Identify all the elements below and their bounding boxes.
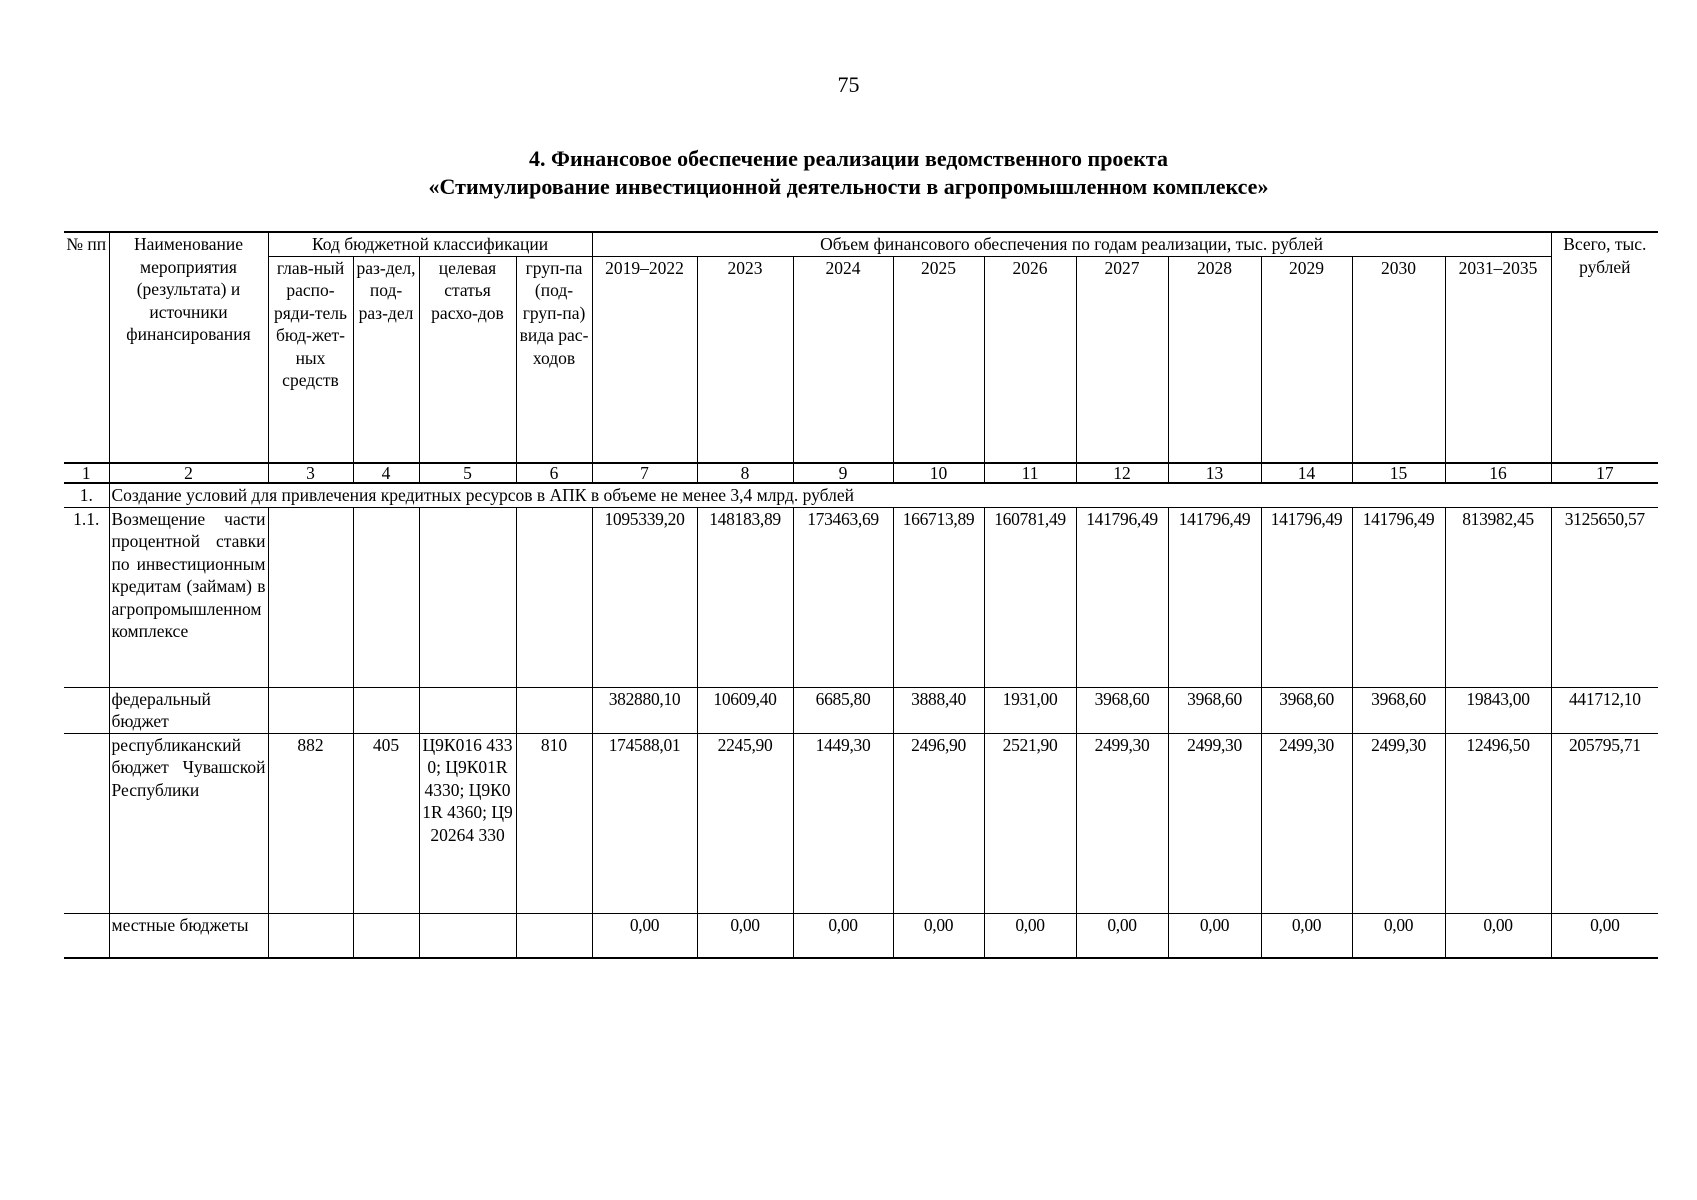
row-code-expense-group bbox=[516, 507, 592, 687]
column-numbers-row bbox=[64, 463, 1658, 483]
column-number: 6 bbox=[516, 463, 592, 483]
row-no bbox=[64, 687, 109, 733]
header-no: № пп bbox=[64, 232, 109, 463]
row-value: 3968,60 bbox=[1352, 687, 1445, 733]
header-code-target-article: целевая статья расхо-дов bbox=[419, 256, 516, 463]
column-number: 13 bbox=[1168, 463, 1261, 483]
column-number: 4 bbox=[353, 463, 419, 483]
header-row-1 bbox=[64, 232, 1658, 256]
row-value: 0,00 bbox=[1168, 913, 1261, 958]
row-total: 3125650,57 bbox=[1551, 507, 1658, 687]
row-code-chief-administrator bbox=[268, 913, 353, 958]
header-row-2 bbox=[64, 256, 1658, 463]
row-value: 0,00 bbox=[1445, 913, 1551, 958]
row-code-section bbox=[353, 687, 419, 733]
row-value: 2499,30 bbox=[1352, 733, 1445, 913]
header-year: 2023 bbox=[697, 256, 793, 463]
row-value: 10609,40 bbox=[697, 687, 793, 733]
row-value: 2496,90 bbox=[893, 733, 984, 913]
financing-table bbox=[64, 231, 1658, 959]
column-number: 5 bbox=[419, 463, 516, 483]
section-no: 1. bbox=[64, 483, 109, 507]
row-code-target-article bbox=[419, 913, 516, 958]
row-value: 2521,90 bbox=[984, 733, 1076, 913]
row-name: республиканский бюджет Чувашской Республики bbox=[109, 733, 268, 913]
row-value: 3968,60 bbox=[1168, 687, 1261, 733]
row-value: 1931,00 bbox=[984, 687, 1076, 733]
header-name: Наименование мероприятия (результата) и источники финансирования bbox=[109, 232, 268, 463]
row-total: 441712,10 bbox=[1551, 687, 1658, 733]
column-number: 9 bbox=[793, 463, 893, 483]
row-value: 174588,01 bbox=[592, 733, 697, 913]
column-number: 2 bbox=[109, 463, 268, 483]
section-text: Создание условий для привлечения кредитных ресурсов в АПК в объеме не менее 3,4 млрд. рублей bbox=[109, 483, 1658, 507]
section-row bbox=[64, 483, 1658, 507]
row-value: 2499,30 bbox=[1076, 733, 1168, 913]
header-year: 2030 bbox=[1352, 256, 1445, 463]
row-code-section bbox=[353, 507, 419, 687]
header-year: 2031–2035 bbox=[1445, 256, 1551, 463]
row-code-target-article bbox=[419, 687, 516, 733]
row-value: 141796,49 bbox=[1168, 507, 1261, 687]
table-row bbox=[64, 913, 1658, 958]
table-row bbox=[64, 507, 1658, 687]
column-number: 3 bbox=[268, 463, 353, 483]
row-code-target-article: Ц9К016 4330; Ц9К01R 4330; Ц9К01R 4360; Ц920264 330 bbox=[419, 733, 516, 913]
header-code-section: раз-дел, под-раз-дел bbox=[353, 256, 419, 463]
header-year: 2027 bbox=[1076, 256, 1168, 463]
row-value: 0,00 bbox=[1076, 913, 1168, 958]
column-number: 10 bbox=[893, 463, 984, 483]
header-code-group: Код бюджетной классификации bbox=[268, 232, 592, 256]
row-code-expense-group bbox=[516, 687, 592, 733]
row-value: 0,00 bbox=[984, 913, 1076, 958]
title-line-1: 4. Финансовое обеспечение реализации ведомственного проекта bbox=[529, 146, 1168, 171]
row-code-chief-administrator: 882 bbox=[268, 733, 353, 913]
header-year: 2029 bbox=[1261, 256, 1352, 463]
row-value: 3888,40 bbox=[893, 687, 984, 733]
row-value: 19843,00 bbox=[1445, 687, 1551, 733]
row-total: 0,00 bbox=[1551, 913, 1658, 958]
row-value: 141796,49 bbox=[1076, 507, 1168, 687]
row-value: 166713,89 bbox=[893, 507, 984, 687]
row-value: 1095339,20 bbox=[592, 507, 697, 687]
row-total: 205795,71 bbox=[1551, 733, 1658, 913]
row-value: 12496,50 bbox=[1445, 733, 1551, 913]
row-code-chief-administrator bbox=[268, 507, 353, 687]
row-value: 2499,30 bbox=[1261, 733, 1352, 913]
row-value: 813982,45 bbox=[1445, 507, 1551, 687]
row-no bbox=[64, 913, 109, 958]
row-value: 3968,60 bbox=[1076, 687, 1168, 733]
row-code-target-article bbox=[419, 507, 516, 687]
column-number: 11 bbox=[984, 463, 1076, 483]
row-value: 1449,30 bbox=[793, 733, 893, 913]
row-name: федеральный бюджет bbox=[109, 687, 268, 733]
document-title bbox=[0, 145, 1697, 201]
row-code-section bbox=[353, 913, 419, 958]
row-no: 1.1. bbox=[64, 507, 109, 687]
row-value: 0,00 bbox=[697, 913, 793, 958]
row-name: Возмещение части процентной ставки по инвестиционным кредитам (займам) в агропромышленном комплексе bbox=[109, 507, 268, 687]
row-code-expense-group: 810 bbox=[516, 733, 592, 913]
column-number: 16 bbox=[1445, 463, 1551, 483]
row-value: 173463,69 bbox=[793, 507, 893, 687]
row-value: 382880,10 bbox=[592, 687, 697, 733]
column-number: 15 bbox=[1352, 463, 1445, 483]
header-volume-group: Объем финансового обеспечения по годам реализации, тыс. рублей bbox=[592, 232, 1551, 256]
row-value: 3968,60 bbox=[1261, 687, 1352, 733]
column-number: 1 bbox=[64, 463, 109, 483]
row-value: 2245,90 bbox=[697, 733, 793, 913]
header-year: 2026 bbox=[984, 256, 1076, 463]
page-number: 75 bbox=[837, 72, 860, 97]
header-code-chief-administrator: глав-ный распо-ряди-тель бюд-жет-ных средств bbox=[268, 256, 353, 463]
column-number: 12 bbox=[1076, 463, 1168, 483]
table-row bbox=[64, 733, 1658, 913]
row-code-expense-group bbox=[516, 913, 592, 958]
row-value: 0,00 bbox=[1261, 913, 1352, 958]
row-code-section: 405 bbox=[353, 733, 419, 913]
row-code-chief-administrator bbox=[268, 687, 353, 733]
column-number: 8 bbox=[697, 463, 793, 483]
header-year: 2028 bbox=[1168, 256, 1261, 463]
row-value: 141796,49 bbox=[1352, 507, 1445, 687]
table-row bbox=[64, 687, 1658, 733]
row-value: 0,00 bbox=[592, 913, 697, 958]
column-number: 17 bbox=[1551, 463, 1658, 483]
row-value: 148183,89 bbox=[697, 507, 793, 687]
header-year: 2025 bbox=[893, 256, 984, 463]
header-year: 2024 bbox=[793, 256, 893, 463]
column-number: 14 bbox=[1261, 463, 1352, 483]
row-name: местные бюджеты bbox=[109, 913, 268, 958]
header-total: Всего, тыс. рублей bbox=[1551, 232, 1658, 463]
row-value: 160781,49 bbox=[984, 507, 1076, 687]
row-value: 2499,30 bbox=[1168, 733, 1261, 913]
row-value: 0,00 bbox=[893, 913, 984, 958]
header-code-expense-group: груп-па (под-груп-па) вида рас-ходов bbox=[516, 256, 592, 463]
row-no bbox=[64, 733, 109, 913]
row-value: 141796,49 bbox=[1261, 507, 1352, 687]
row-value: 0,00 bbox=[793, 913, 893, 958]
row-value: 6685,80 bbox=[793, 687, 893, 733]
row-value: 0,00 bbox=[1352, 913, 1445, 958]
title-line-2: «Стимулирование инвестиционной деятельности в агропромышленном комплексе» bbox=[428, 174, 1269, 199]
header-year: 2019–2022 bbox=[592, 256, 697, 463]
column-number: 7 bbox=[592, 463, 697, 483]
